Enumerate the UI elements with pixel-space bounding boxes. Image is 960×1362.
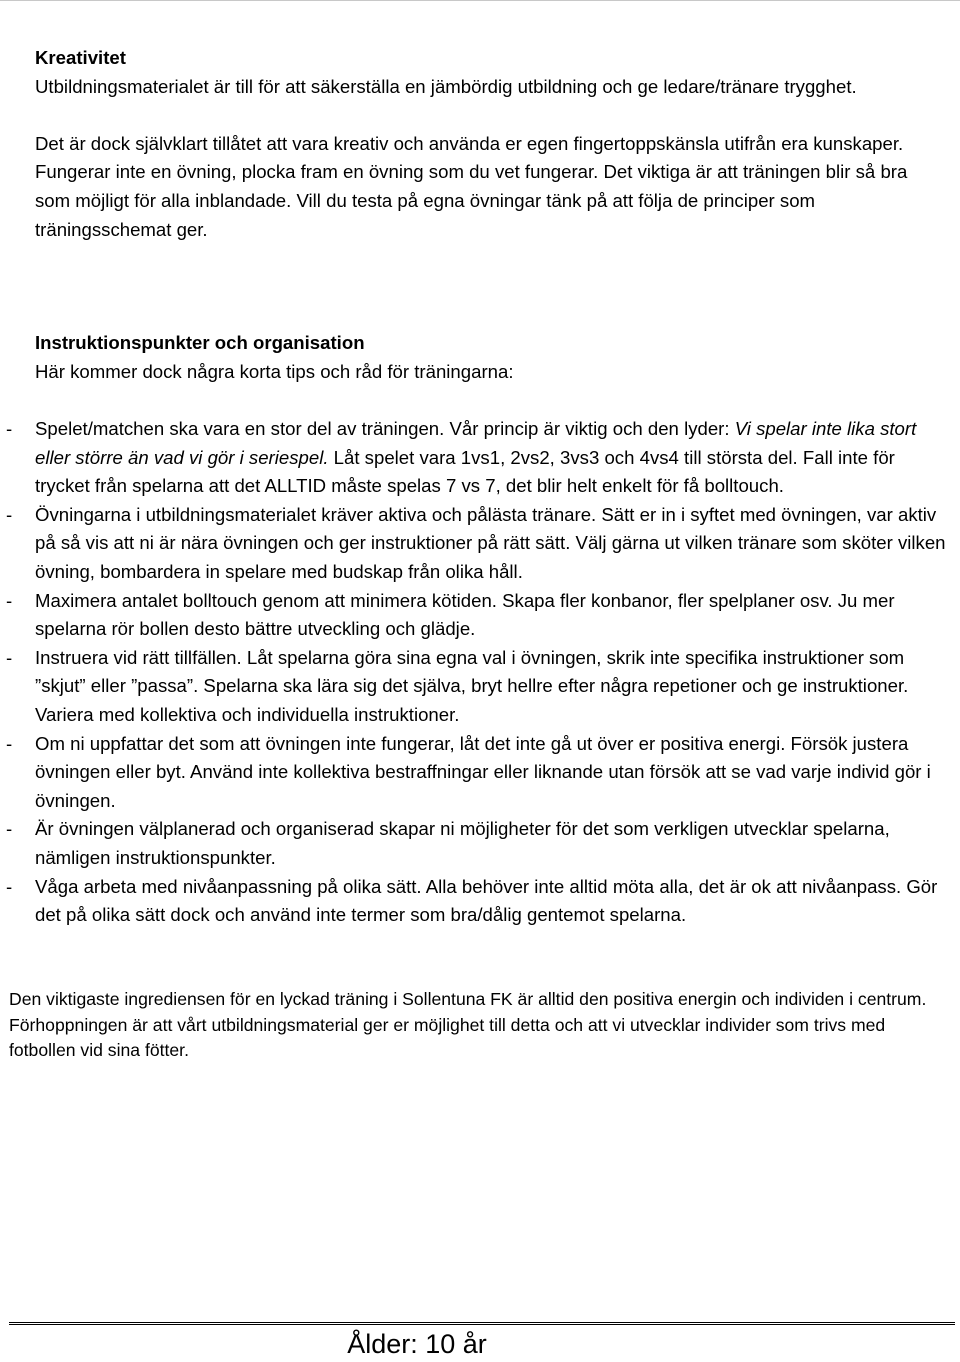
conclusion-paragraph: Den viktigaste ingrediensen för en lyckad träning i Sollentuna FK är alltid den positiva energin och individen i centrum. Förhoppningen är att vårt utbildningsmaterial ger er möjlighet till detta och att vi utvecklar individer som trivs med fotbollen vid sina fötter. — [9, 989, 927, 1060]
paragraph-kreativitet-1: Utbildningsmaterialet är till för att säkerställa en jämbördig utbildning och ge ledare/tränare trygghet. — [35, 75, 857, 97]
list-item: - Instruera vid rätt tillfällen. Låt spelarna göra sina egna val i övningen, skrik inte specifika instruktioner som ”skjut” eller ”passa”. Spelarna ska lära sig det själva, bryt hellre efter några repetioner och ge instruktioner. Variera med kollektiva och individuella instruktioner. — [0, 644, 950, 730]
dash-bullet: - — [6, 589, 13, 611]
list-item: - Maximera antalet bolltouch genom att minimera kötiden. Skapa fler konbanor, fler spelplaner osv. Ju mer spelarna rör bollen desto bättre utveckling och glädje. — [0, 587, 950, 644]
paragraph-instruktion-intro: Här kommer dock några korta tips och råd för träningarna: — [35, 360, 514, 382]
footer-age-label: Ålder: 10 år — [347, 1329, 487, 1359]
dash-bullet: - — [6, 646, 13, 668]
dash-bullet: - — [6, 732, 13, 754]
list-item: - Om ni uppfattar det som att övningen inte fungerar, låt det inte gå ut över er positiva energi. Försök justera övningen eller byt. Använd inte kollektiva bestraffningar eller liknande utan försök att se vad varje individ gör i övningen. — [0, 730, 950, 816]
dash-bullet: - — [6, 875, 13, 897]
list-item: - Är övningen välplanerad och organiserad skapar ni möjligheter för det som verkligen utvecklar spelarna, nämligen instruktionspunkter. — [0, 815, 950, 872]
list-item: - Spelet/matchen ska vara en stor del av träningen. Vår princip är viktig och den lyder: Vi spelar inte lika stort eller större än vad vi gör i seriespel. Låt spelet vara 1vs1, 2vs2, 3vs3 och 4vs4 till största del. Fall inte för trycket från spelarna att det ALLTID måste spelas 7 vs 7, det blir helt enkelt för få bolltouch. — [0, 415, 950, 501]
tips-list — [0, 415, 950, 930]
dash-bullet: - — [6, 818, 13, 840]
list-item: - Våga arbeta med nivåanpassning på olika sätt. Alla behöver inte alltid möta alla, det är ok att nivåanpass. Gör det på olika sätt dock och använd inte termer som bra/dålig gentemot spelarna. — [0, 873, 950, 930]
list-item: - Övningarna i utbildningsmaterialet kräver aktiva och pålästa tränare. Sätt er in i syftet med övningen, var aktiv på så vis att ni är nära övningen och ger instruktioner på rätt sätt. Välj gärna ut vilken tränare som sköter vilken övning, bombardera in spelare med budskap från olika håll. — [0, 501, 950, 587]
top-border — [0, 0, 960, 1]
dash-bullet: - — [6, 418, 13, 439]
paragraph-kreativitet-2: Det är dock självklart tillåtet att vara kreativ och använda er egen fingertoppskänsla utifrån era kunskaper. Fungerar inte en övning, plocka fram en övning som du vet fungerar. Det viktiga är att träningen blir så bra som möjligt för alla inblandade. Vill du testa på egna övningar tänk på att följa de principer som träningsschemat ger. — [35, 132, 908, 240]
heading-kreativitet: Kreativitet — [35, 47, 126, 68]
footer-rule — [9, 1322, 955, 1325]
principle-emphasis: Vi spelar inte lika stort eller större än vad vi gör i seriespel. — [35, 418, 917, 468]
heading-instruktion: Instruktionspunkter och organisation — [35, 332, 365, 353]
section-kreativitet — [35, 44, 935, 244]
section-instruktion — [35, 329, 935, 386]
dash-bullet: - — [6, 503, 13, 525]
